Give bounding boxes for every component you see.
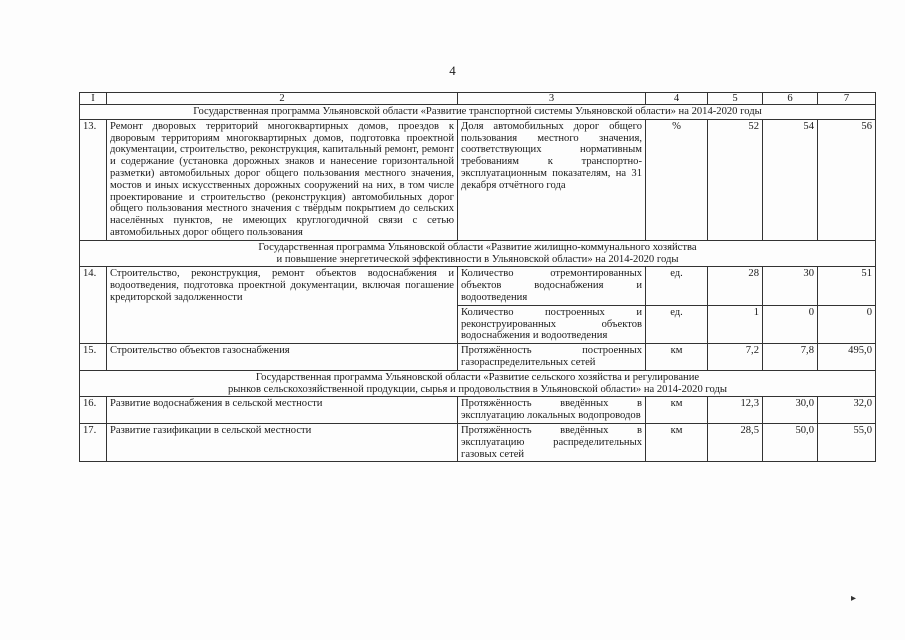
table-row-17 xyxy=(80,423,876,461)
unit-cell: ед. xyxy=(646,305,708,343)
section-row-agro xyxy=(80,370,876,397)
row-number: 17. xyxy=(80,423,107,461)
value-cell-7: 32,0 xyxy=(818,397,876,424)
section-row-housing xyxy=(80,240,876,267)
indicator-cell: Протяжённость построенных газораспределительных сетей xyxy=(458,344,646,371)
table-row-16 xyxy=(80,397,876,424)
section-title-transport: Государственная программа Ульяновской области «Развитие транспортной системы Ульяновской области» на 2014-2020 годы xyxy=(80,105,876,120)
value-cell-5: 7,2 xyxy=(708,344,763,371)
activity-cell: Ремонт дворовых территорий многоквартирных домов, проездов к дворовым территориям многоквартирных домов, подготовка проектной документации, строительство, реконструкция, капитальный ремонт, ремонт и содержание (установка дорожных знаков и нанесение горизонтальной разметки) автомобильных дорог общего пользования местного значения, мостов и иных искусственных дорожных сооружений на них, в том числе проектирование и строительство (реконструкция) автомобильных дорог общего пользования местного значения с твёрдым покрытием до сельских населённых пунктов, не имеющих круглогодичной связи с сетью автомобильных дорог общего пользования xyxy=(107,119,458,240)
value-cell-7: 56 xyxy=(818,119,876,240)
indicator-cell: Количество отремонтированных объектов водоснабжения и водоотведения xyxy=(458,267,646,305)
unit-cell: ед. xyxy=(646,267,708,305)
section-row-transport xyxy=(80,105,876,120)
value-cell-6: 54 xyxy=(763,119,818,240)
section-title-agro-line1: Государственная программа Ульяновской области «Развитие сельского хозяйства и регулирование xyxy=(255,371,700,383)
indicator-cell: Доля автомобильных дорог общего пользования местного значения, соответствующих нормативным требованиям к транспортно-эксплуатационным показателям, на 31 декабря отчётного года xyxy=(458,119,646,240)
indicator-cell: Количество построенных и реконструированных объектов водоснабжения и водоотведения xyxy=(458,305,646,343)
value-cell-6: 50,0 xyxy=(763,423,818,461)
value-cell-5: 28 xyxy=(708,267,763,305)
unit-cell: км xyxy=(646,423,708,461)
header-cell-3: 3 xyxy=(458,93,646,105)
table-row-13 xyxy=(80,119,876,240)
section-title-housing xyxy=(80,240,876,267)
value-cell-5: 12,3 xyxy=(708,397,763,424)
value-cell-5: 52 xyxy=(708,119,763,240)
row-number: 15. xyxy=(80,344,107,371)
activity-cell: Строительство объектов газоснабжения xyxy=(107,344,458,371)
value-cell-6: 30 xyxy=(763,267,818,305)
indicators-table xyxy=(79,92,876,462)
unit-cell: км xyxy=(646,397,708,424)
header-cell-1: I xyxy=(80,93,107,105)
header-cell-6: 6 xyxy=(763,93,818,105)
table-row-15 xyxy=(80,344,876,371)
activity-cell: Развитие газификации в сельской местности xyxy=(107,423,458,461)
header-cell-5: 5 xyxy=(708,93,763,105)
unit-cell: % xyxy=(646,119,708,240)
scan-mark: ▸ xyxy=(851,593,857,604)
table-row-14a xyxy=(80,267,876,305)
indicator-cell: Протяжённость введённых в эксплуатацию распределительных газовых сетей xyxy=(458,423,646,461)
value-cell-6: 30,0 xyxy=(763,397,818,424)
row-number: 14. xyxy=(80,267,107,344)
value-cell-5: 1 xyxy=(708,305,763,343)
table-header-row xyxy=(80,93,876,105)
header-cell-7: 7 xyxy=(818,93,876,105)
value-cell-6: 7,8 xyxy=(763,344,818,371)
unit-cell: км xyxy=(646,344,708,371)
header-cell-4: 4 xyxy=(646,93,708,105)
value-cell-7: 51 xyxy=(818,267,876,305)
header-cell-2: 2 xyxy=(107,93,458,105)
indicator-cell: Протяжённость введённых в эксплуатацию локальных водопроводов xyxy=(458,397,646,424)
page-number: 4 xyxy=(449,63,456,78)
activity-cell: Строительство, реконструкция, ремонт объектов водоснабжения и водоотведения, подготовка проектной документации, включая погашение кредиторской задолженности xyxy=(107,267,458,344)
section-title-housing-line1: Государственная программа Ульяновской области «Развитие жилищно-коммунального хозяйства xyxy=(258,241,697,253)
value-cell-6: 0 xyxy=(763,305,818,343)
value-cell-7: 495,0 xyxy=(818,344,876,371)
value-cell-7: 55,0 xyxy=(818,423,876,461)
row-number: 13. xyxy=(80,119,107,240)
section-title-housing-line2: и повышение энергетической эффективности в Ульяновской области» на 2014-2020 годы xyxy=(276,253,679,265)
row-number: 16. xyxy=(80,397,107,424)
value-cell-7: 0 xyxy=(818,305,876,343)
activity-cell: Развитие водоснабжения в сельской местности xyxy=(107,397,458,424)
section-title-agro-line2: рынков сельскохозяйственной продукции, сырья и продовольствия в Ульяновской области» на 2014-2020 годы xyxy=(227,383,728,395)
value-cell-5: 28,5 xyxy=(708,423,763,461)
section-title-agro xyxy=(80,370,876,397)
